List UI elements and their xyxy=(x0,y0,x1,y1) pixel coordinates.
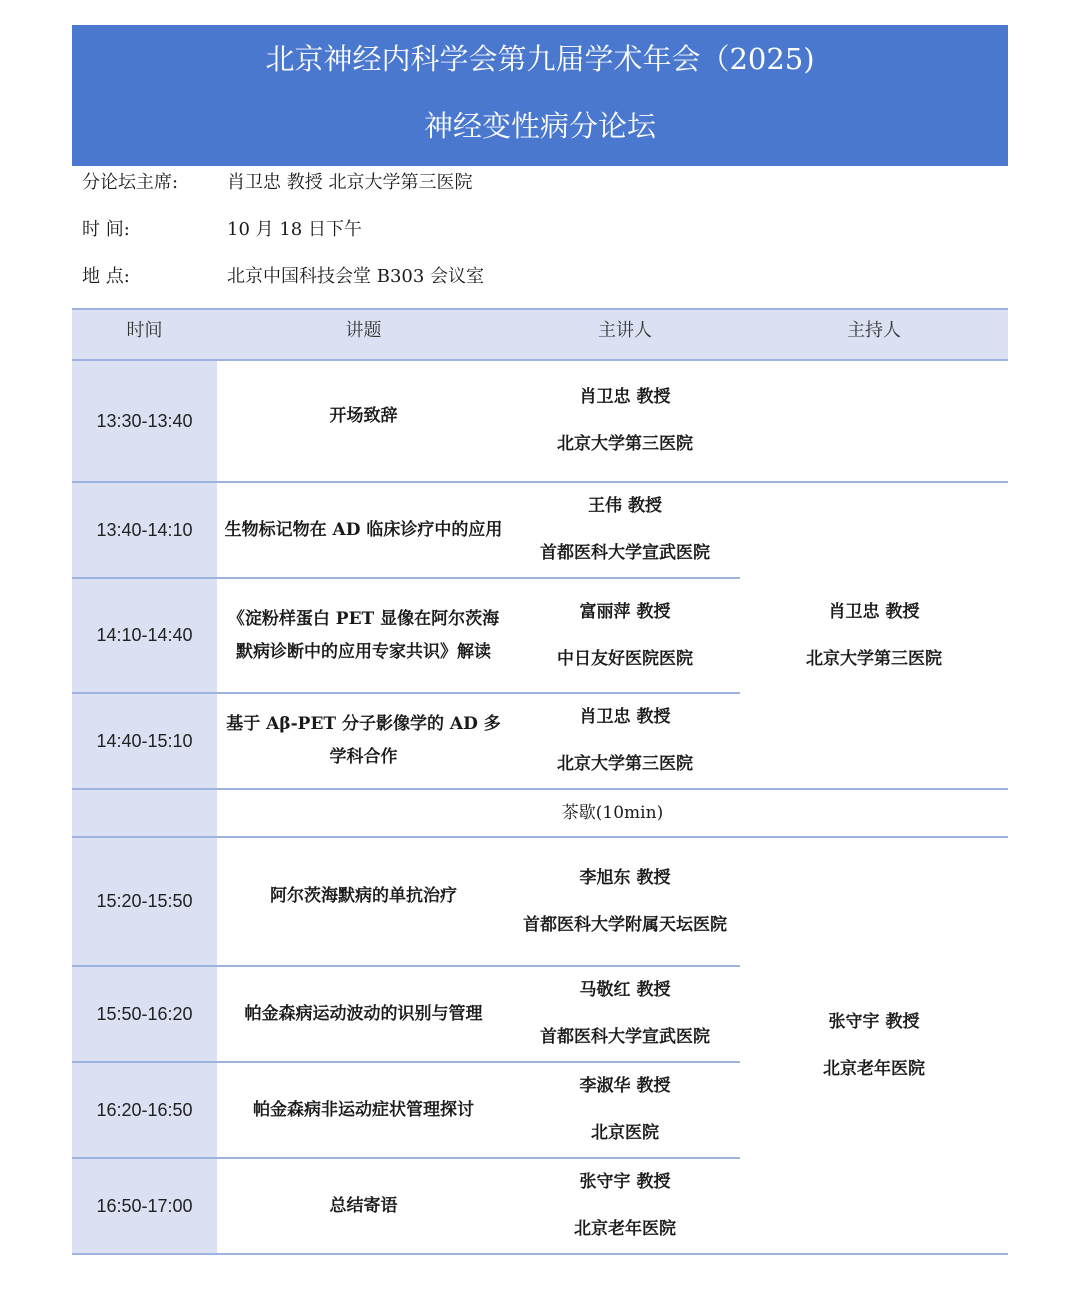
speaker-affiliation: 首都医科大学附属天坛医院 xyxy=(523,914,727,935)
chair-label: 分论坛主席: xyxy=(82,172,179,193)
table-row-topic: 开场致辞 xyxy=(329,405,398,426)
table-row-topic: 基于 Aβ-PET 分子影像学的 AD 多学科合作 xyxy=(226,714,501,767)
col-time: 时间 xyxy=(126,320,163,341)
host-cell xyxy=(740,838,1008,1253)
speaker-affiliation: 中日友好医院医院 xyxy=(557,648,693,669)
table-row-topic: 帕金森病非运动症状管理探讨 xyxy=(253,1099,474,1120)
conference-title: 北京神经内科学会第九届学术年会（2025) xyxy=(265,42,815,76)
table-row-topic: 《淀粉样蛋白 PET 显像在阿尔茨海默病诊断中的应用专家共识》解读 xyxy=(227,608,500,662)
forum-subtitle: 神经变性病分论坛 xyxy=(423,109,656,143)
title-banner xyxy=(72,25,1008,166)
speaker-name: 张守宇 教授 xyxy=(579,1172,671,1192)
speaker-affiliation: 首都医科大学宣武医院 xyxy=(540,543,710,563)
speaker-name: 马敬红 教授 xyxy=(579,980,671,1000)
host-affiliation: 北京大学第三医院 xyxy=(806,648,942,669)
table-row-speaker xyxy=(510,838,740,965)
table-row-topic: 生物标记物在 AD 临床诊疗中的应用 xyxy=(224,519,503,540)
place-value: 北京中国科技会堂 B303 会议室 xyxy=(227,266,485,287)
table-row-topic: 帕金森病运动波动的识别与管理 xyxy=(244,1003,483,1024)
table-row-time: 13:30-13:40 xyxy=(96,410,193,431)
row-divider xyxy=(72,1253,1008,1255)
speaker-name: 王伟 教授 xyxy=(588,496,662,516)
break-row: 茶歇(10min) xyxy=(561,802,664,823)
table-row-speaker xyxy=(510,1063,740,1157)
col-topic: 讲题 xyxy=(345,320,382,341)
table-row-time: 15:50-16:20 xyxy=(96,1003,193,1024)
speaker-name: 李淑华 教授 xyxy=(579,1076,671,1096)
table-header xyxy=(72,308,1008,359)
speaker-affiliation: 首都医科大学宣武医院 xyxy=(540,1027,710,1047)
speaker-affiliation: 北京老年医院 xyxy=(574,1219,676,1239)
table-row-topic: 阿尔茨海默病的单抗治疗 xyxy=(270,885,457,906)
table-row-time: 16:20-16:50 xyxy=(96,1099,193,1120)
table-row-speaker xyxy=(510,1159,740,1253)
speaker-name: 肖卫忠 教授 xyxy=(579,707,671,727)
time-value: 10 月 18 日下午 xyxy=(227,219,362,240)
table-row-speaker xyxy=(510,694,740,788)
table-row-time: 14:40-15:10 xyxy=(96,730,193,751)
table-row-speaker xyxy=(510,361,740,481)
table-row-time: 13:40-14:10 xyxy=(96,519,193,540)
chair-value: 肖卫忠 教授 北京大学第三医院 xyxy=(227,172,473,193)
schedule-table xyxy=(72,308,1008,1255)
speaker-affiliation: 北京大学第三医院 xyxy=(557,434,693,454)
speaker-affiliation: 北京医院 xyxy=(591,1123,659,1143)
table-row-time: 14:10-14:40 xyxy=(96,625,193,645)
speaker-name: 李旭东 教授 xyxy=(579,867,671,888)
table-row-speaker xyxy=(510,967,740,1061)
host-cell xyxy=(740,483,1008,788)
speaker-name: 肖卫忠 教授 xyxy=(579,387,671,407)
time-label: 时 间: xyxy=(82,219,130,240)
table-row-speaker xyxy=(510,579,740,692)
col-host: 主持人 xyxy=(847,320,901,341)
place-label: 地 点: xyxy=(82,266,130,287)
col-speaker: 主讲人 xyxy=(598,320,652,341)
host-name: 张守宇 教授 xyxy=(828,1011,920,1032)
table-row-topic: 总结寄语 xyxy=(329,1195,398,1216)
table-row-speaker xyxy=(510,483,740,577)
host-name: 肖卫忠 教授 xyxy=(828,601,920,622)
speaker-affiliation: 北京大学第三医院 xyxy=(557,754,693,774)
host-affiliation: 北京老年医院 xyxy=(823,1058,925,1079)
speaker-name: 富丽萍 教授 xyxy=(579,601,671,622)
table-row-time: 16:50-17:00 xyxy=(96,1195,193,1216)
table-row-time: 15:20-15:50 xyxy=(96,891,193,911)
